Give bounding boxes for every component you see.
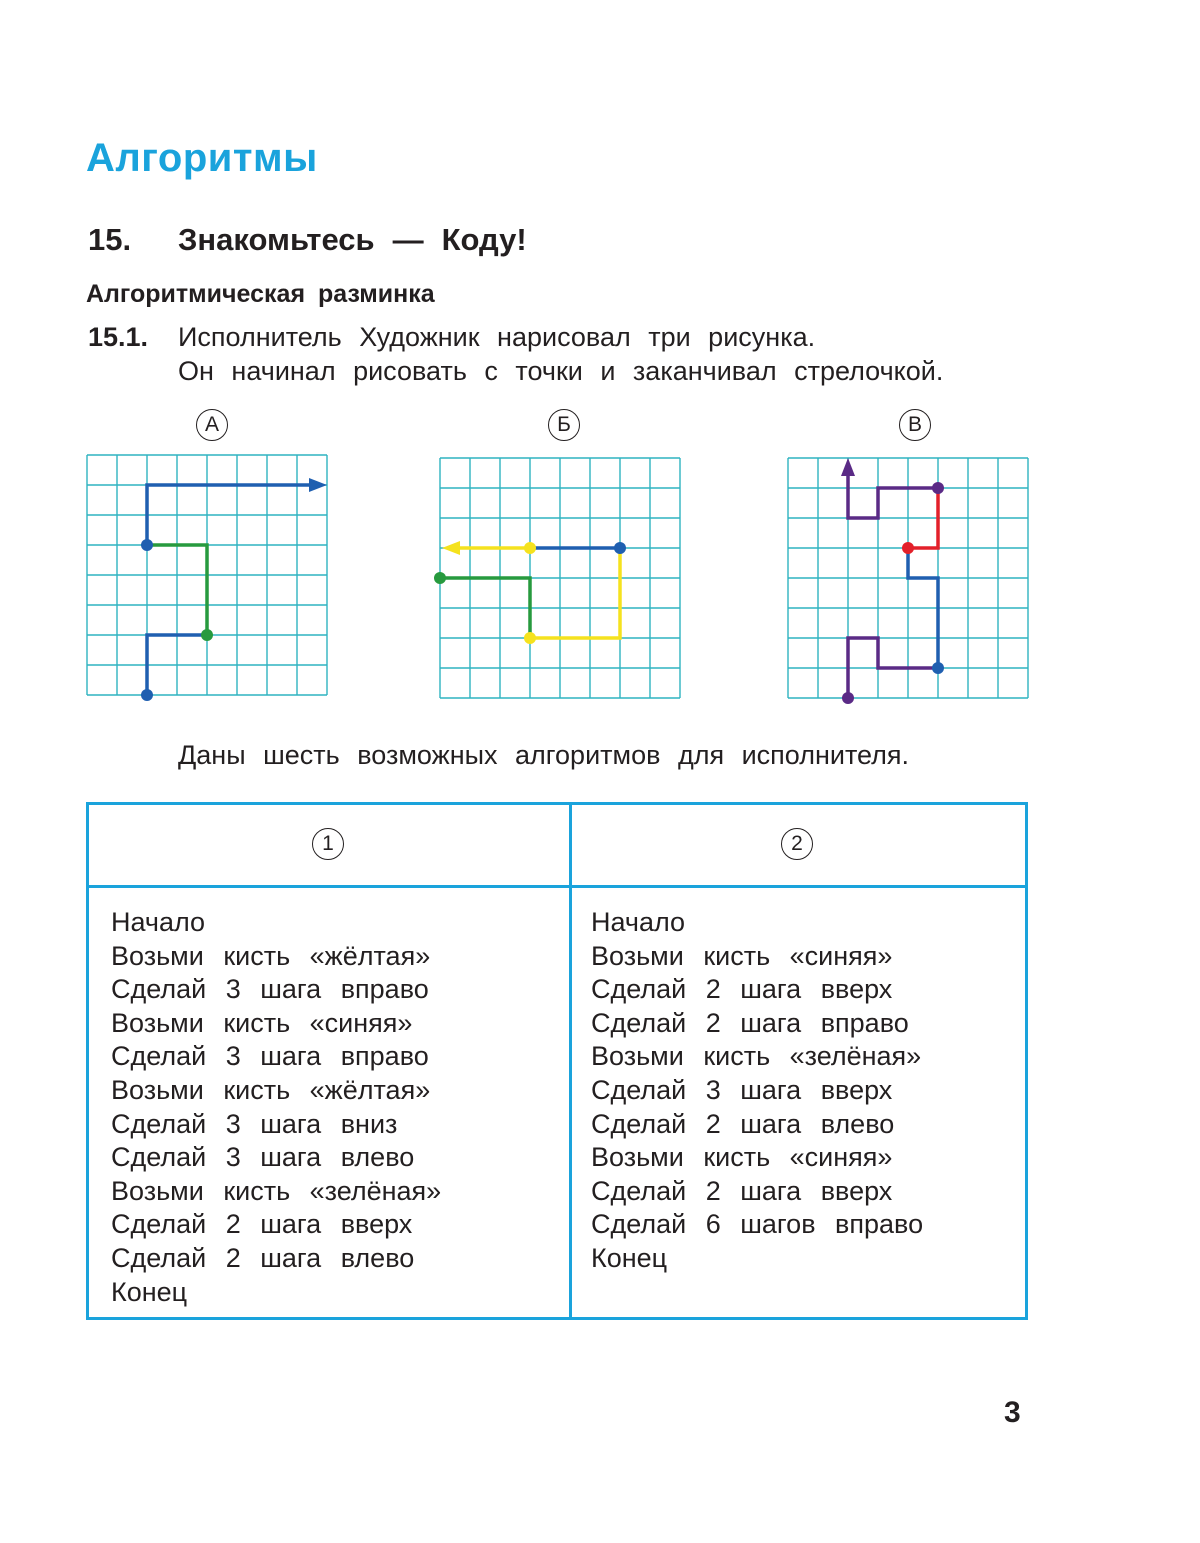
algorithm-line: Сделай 2 шага вверх [591,974,893,1005]
section-title-dash: — [392,222,424,257]
algorithm-line: Сделай 3 шага вправо [111,1041,429,1072]
task-statement [88,320,943,388]
algorithm-line: Возьми кисть «синяя» [591,1142,893,1173]
section-title-part1: Знакомьтесь [178,222,375,257]
figure-c-drawing [780,452,1040,708]
algorithm-line: Сделай 3 шага вправо [111,974,429,1005]
figure-a-arrowhead [309,478,327,492]
algorithm-body-1 [89,888,569,1309]
figure-a-dot-green [201,629,213,641]
algorithms-intro: Даны шесть возможных алгоритмов для исполнителя. [178,740,910,770]
algorithm-line: Сделай 2 шага влево [591,1108,895,1139]
figure-c-arrowhead [841,458,855,476]
figure-b-dot-blue [614,542,626,554]
task-line-1: Исполнитель Художник нарисовал три рисунка. [178,322,816,352]
figure-b-arrowhead [442,541,460,555]
figure-b-dot-yellow-lower [524,632,536,644]
figure-c-dot-blue [932,662,944,674]
figure-b-start-dot [434,572,446,584]
figure-label-b: Б [548,409,580,441]
algorithm-number-2: 2 [781,828,813,860]
algorithm-body-2 [569,888,1025,1276]
task-line-2: Он начинал рисовать с точки и заканчивал стрелочкой. [178,356,944,386]
algorithm-number-1: 1 [312,828,344,860]
page-number: 3 [1004,1396,1021,1429]
figure-c-dot-red [902,542,914,554]
algorithm-line: Возьми кисть «жёлтая» [111,1074,431,1105]
task-number: 15.1. [88,322,149,352]
algorithm-column-2 [569,805,1025,1317]
figure-a-dot-blue [141,539,153,551]
algorithm-line: Возьми кисть «жёлтая» [111,940,431,971]
algorithm-line: Возьми кисть «зелёная» [111,1175,442,1206]
algorithm-line: Возьми кисть «зелёная» [591,1041,922,1072]
algorithm-line: Конец [111,1276,188,1307]
algorithm-line: Сделай 3 шага вверх [591,1074,893,1105]
algorithm-line: Сделай 3 шага влево [111,1142,415,1173]
algorithms-table [86,802,1028,1320]
algorithm-line: Сделай 2 шага влево [111,1242,415,1273]
algorithm-line: Сделай 2 шага вправо [591,1007,909,1038]
algorithm-line: Начало [591,907,686,937]
figure-a-start-dot [141,689,153,701]
algorithm-column-1 [89,805,572,1317]
algorithm-line: Возьми кисть «синяя» [591,940,893,971]
algorithm-line: Сделай 2 шага вверх [591,1175,893,1206]
subsection-title: Алгоритмическая разминка [86,280,435,308]
figure-b-drawing [430,452,690,708]
section-number: 15. [88,222,132,257]
figure-label-c: В [899,409,931,441]
algorithm-line: Сделай 3 шага вниз [111,1108,398,1139]
algorithm-line: Сделай 6 шагов вправо [591,1209,924,1240]
figure-b-dot-yellow-upper [524,542,536,554]
figure-a-drawing [80,448,340,710]
section-heading [88,222,527,258]
figure-label-a: А [196,409,228,441]
figure-c-start-dot [842,692,854,704]
figure-b-path-yellow-lower [530,548,620,638]
figure-c-path-purple-upper [848,472,938,518]
algorithm-line: Конец [591,1242,668,1273]
algorithm-line: Сделай 2 шага вверх [111,1209,413,1240]
figure-c-dot-purple [932,482,944,494]
algorithm-header-1 [89,805,569,888]
algorithm-line: Начало [111,907,206,937]
chapter-title: Алгоритмы [86,136,318,180]
algorithm-line: Возьми кисть «синяя» [111,1007,413,1038]
section-title-part2: Коду! [441,222,527,257]
algorithm-header-2 [569,805,1025,888]
